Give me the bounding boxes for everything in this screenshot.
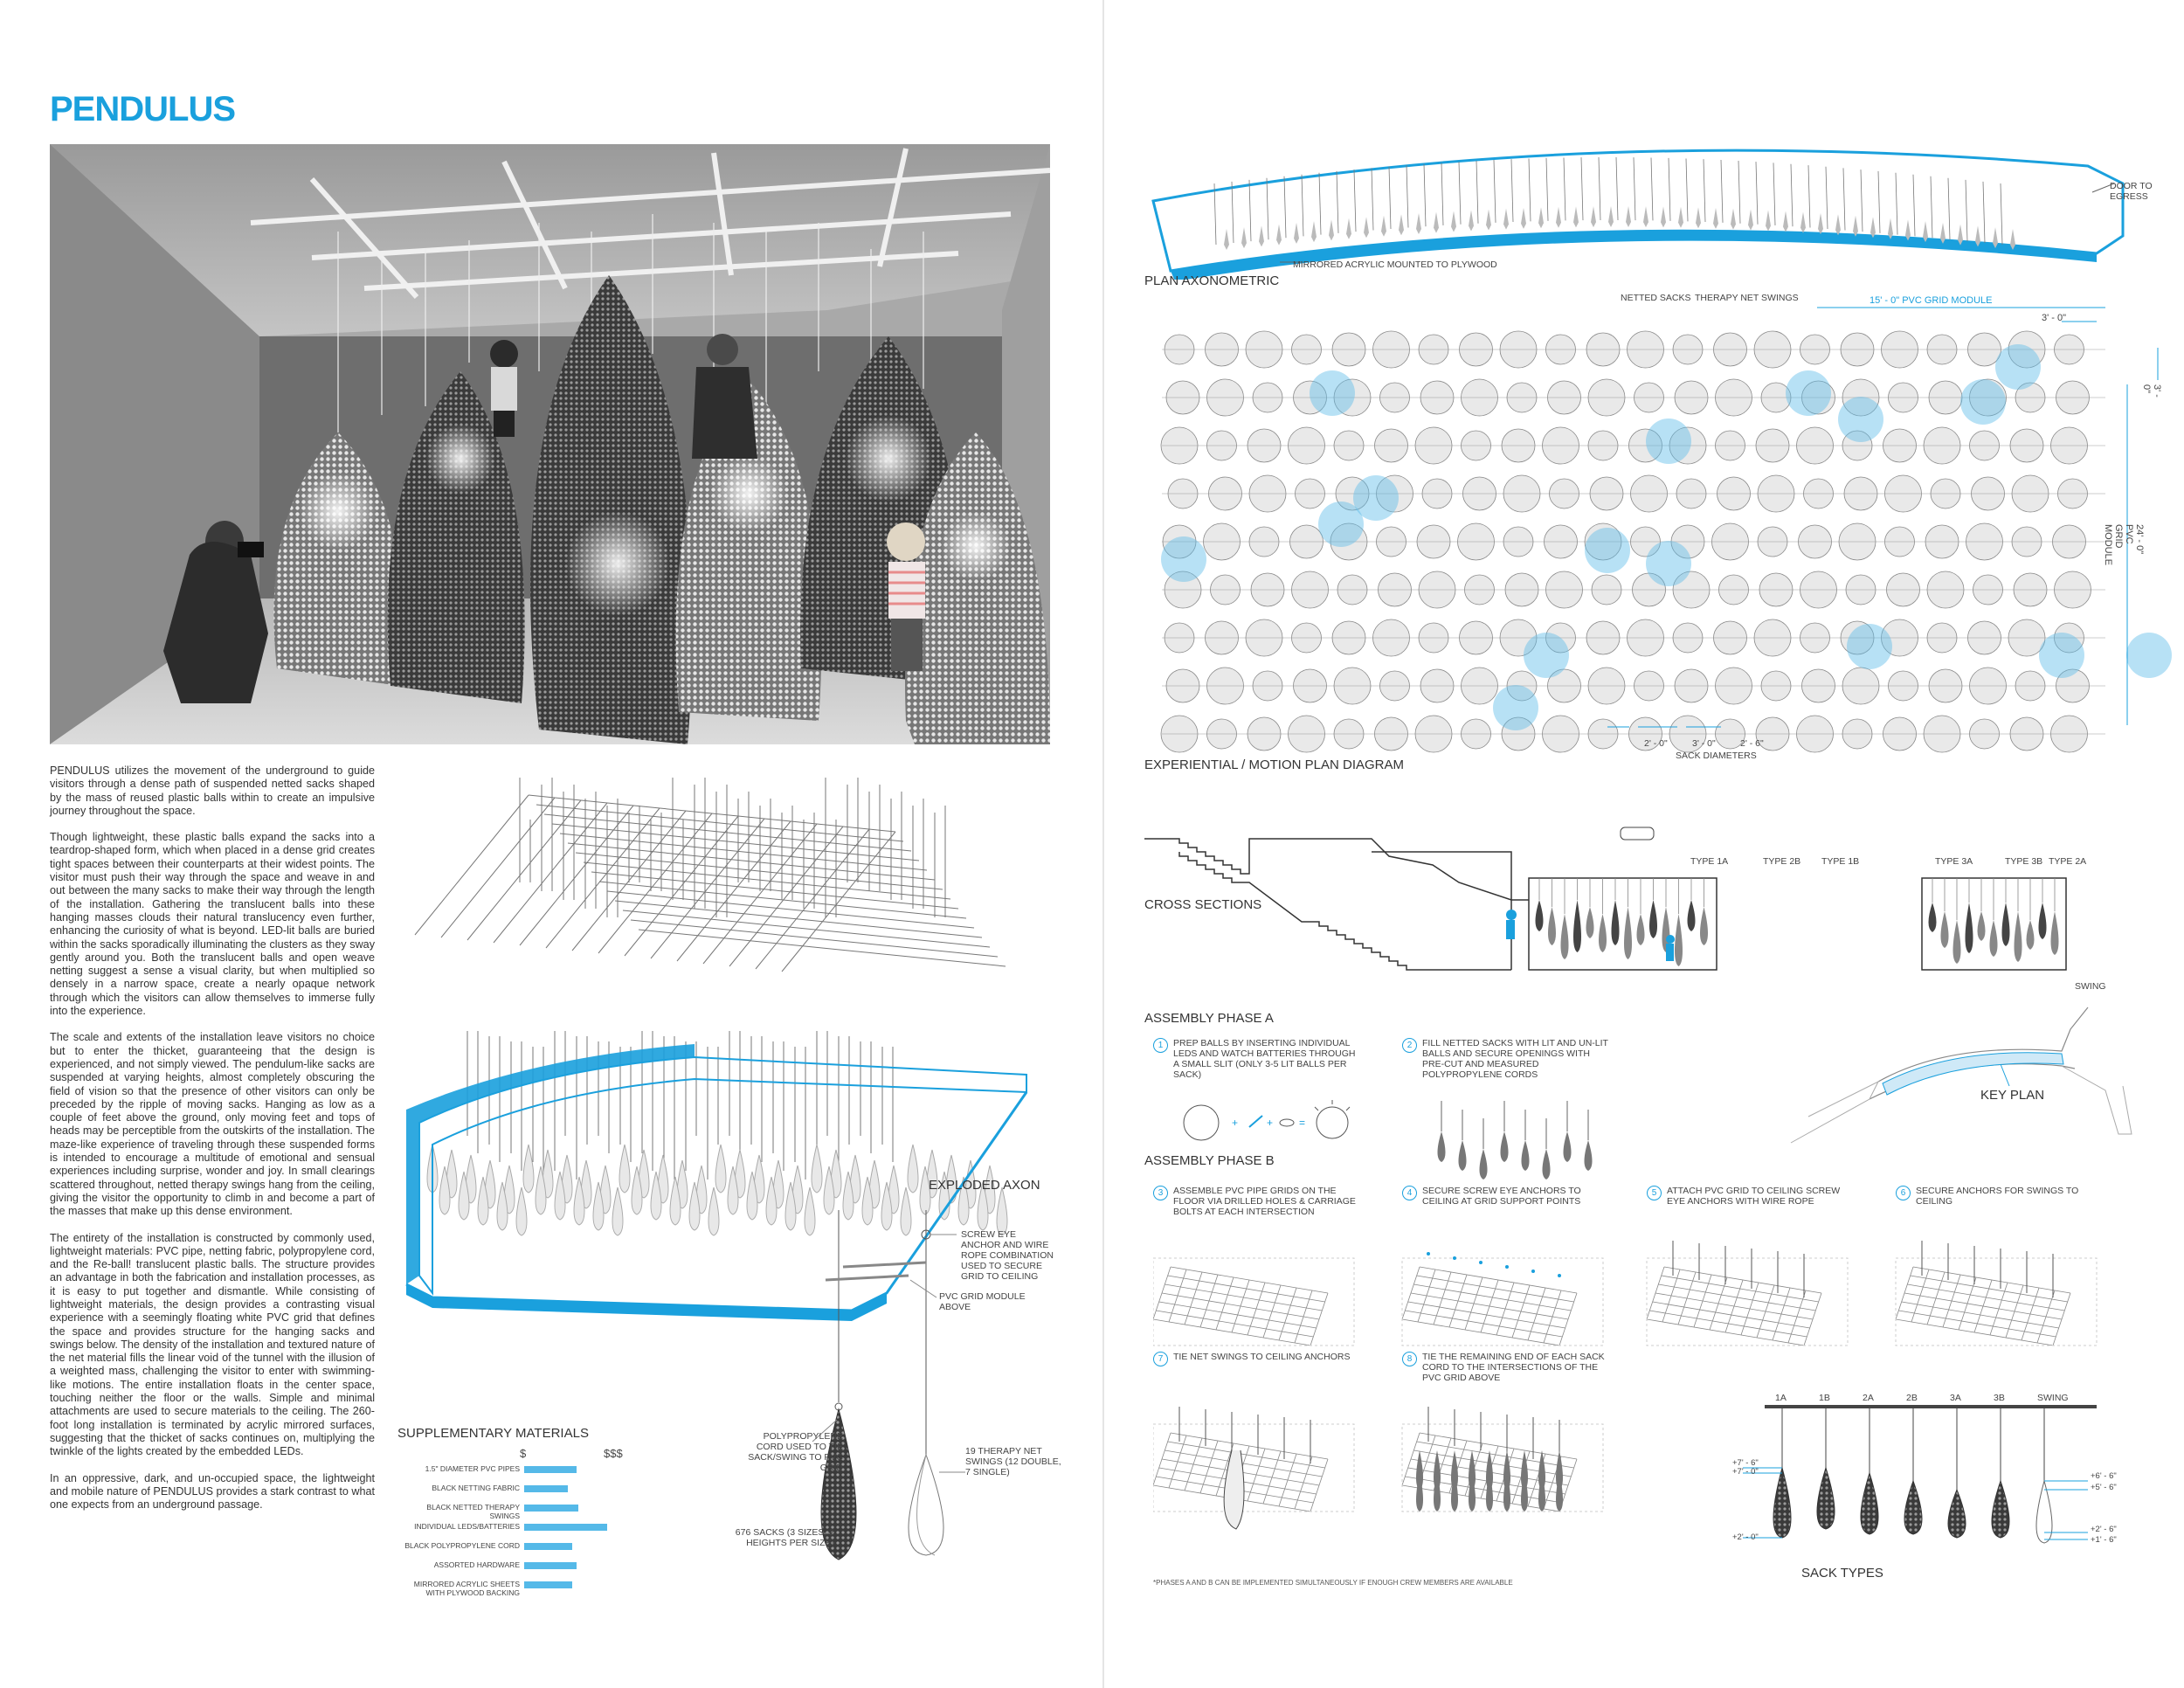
sack-type-shape xyxy=(1992,1481,2009,1538)
axo-sack xyxy=(1573,206,1579,227)
axo-grid-line xyxy=(1599,157,1600,220)
grid-line xyxy=(639,930,1006,966)
axo-sack xyxy=(1800,212,1806,233)
axo-sack xyxy=(1364,217,1369,238)
visitor-path-highlight xyxy=(1646,419,1691,464)
step-5: 5 ATTACH PVC GRID TO CEILING SCREW EYE ANCHORS WITH WIRE ROPE xyxy=(1647,1186,1856,1207)
anchor-point xyxy=(1558,1274,1561,1277)
spacing-dim: 3' - 0" xyxy=(2042,313,2067,323)
visitor-path-highlight xyxy=(1585,528,1630,573)
assembly-grid xyxy=(1402,1252,1603,1346)
visitor-child xyxy=(490,340,518,437)
section-sack xyxy=(1612,900,1620,945)
sack-types-drawing xyxy=(1730,1380,2105,1555)
axo-sack xyxy=(1451,211,1456,232)
axo-grid-line xyxy=(1616,157,1618,220)
axo-grid-line xyxy=(2001,183,2002,245)
material-cost-bar xyxy=(524,1581,572,1588)
sack xyxy=(612,1187,623,1235)
netted-sacks-label: NETTED SACKS xyxy=(1621,293,1691,303)
anchor-point xyxy=(1453,1256,1456,1260)
visitor-path-highlight xyxy=(1646,541,1691,586)
pvc-grid-note: PVC GRID MODULE ABOVE xyxy=(939,1291,1026,1312)
section-sack xyxy=(1624,907,1632,959)
axo-grid-line xyxy=(1669,158,1670,221)
axo-sack xyxy=(1538,207,1544,228)
axo-grid-line xyxy=(1337,171,1338,233)
axo-grid-line xyxy=(1966,180,1967,241)
axo-grid-line xyxy=(1302,175,1303,237)
rendering-image xyxy=(50,144,1050,744)
axo-grid-line xyxy=(1319,173,1321,235)
axo-sack xyxy=(1608,206,1614,227)
module-width-dim: 15' - 0" PVC GRID MODULE xyxy=(1870,295,1993,306)
key-plan-drawing xyxy=(1773,1003,2149,1152)
grid-line xyxy=(615,901,982,937)
assembly-a-title: ASSEMBLY PHASE A xyxy=(1144,1011,1274,1026)
axo-grid-line xyxy=(1878,171,1880,233)
step2-sack xyxy=(1543,1149,1551,1180)
cross-sections-drawing xyxy=(1144,817,2175,979)
material-cost-bar xyxy=(524,1543,572,1550)
step2-sack xyxy=(1501,1131,1509,1162)
visitor-path-highlight xyxy=(1847,624,1892,669)
material-label: INDIVIDUAL LEDS/BATTERIES xyxy=(414,1522,520,1531)
sack xyxy=(715,1145,726,1193)
axo-grid-line xyxy=(1284,176,1286,239)
mirror-label: MIRRORED ACRYLIC MOUNTED TO PLYWOOD xyxy=(1293,259,1497,270)
svg-text:=: = xyxy=(1299,1117,1306,1129)
svg-text:+: + xyxy=(1232,1117,1239,1129)
axo-sack xyxy=(1259,225,1264,246)
axo-grid-line xyxy=(1896,173,1897,235)
paragraph: In an oppressive, dark, and un-occupied space, the lightweight and mobile nature of PENDULUS provides a stark contrast to what one expects from an underground passage. xyxy=(50,1471,375,1512)
cord-note: POLYPROPYLENE CORD USED TO TIE SACK/SWING TO PVC GRID xyxy=(748,1431,843,1473)
visitor-path-highlight xyxy=(2126,633,2172,678)
step-3: 3 ASSEMBLE PVC PIPE GRIDS ON THE FLOOR VIA DRILLED HOLES & CARRIAGE BOLTS AT EACH INTERSECTION xyxy=(1153,1186,1363,1217)
axo-grid-line xyxy=(1476,161,1478,224)
dim-2-0: 2' - 0" xyxy=(1644,738,1668,749)
axo-grid-line xyxy=(1738,161,1740,224)
section-sack xyxy=(2015,911,2022,962)
axo-sack xyxy=(1381,216,1386,237)
module-height-dim: 24' - 0" PVC GRID MODULE xyxy=(2103,524,2145,566)
section-sack xyxy=(1649,900,1657,938)
axo-grid-line xyxy=(1494,160,1496,223)
supplementary-materials-chart xyxy=(397,1426,660,1636)
step-1: 1 PREP BALLS BY INSERTING INDIVIDUAL LEDS AND WATCH BATTERIES THROUGH A SMALL SLIT (ONLY 3-5 LIT BALLS PER SACK) xyxy=(1153,1038,1363,1080)
dim-left-3: +2' - 0" xyxy=(1732,1532,1759,1542)
door-label: DOOR TO EGRESS xyxy=(2110,181,2153,202)
axo-grid-line xyxy=(1948,178,1950,239)
anchor-point xyxy=(1531,1269,1535,1273)
axo-sack xyxy=(1696,207,1701,228)
sack-type-shape xyxy=(1861,1473,1878,1534)
sack-type-shape xyxy=(1817,1468,1835,1529)
plan-axonometric-drawing xyxy=(1144,131,2149,280)
axo-grid-line xyxy=(1651,157,1653,220)
section-sack xyxy=(2027,920,2035,950)
step-2: 2 FILL NETTED SACKS WITH LIT AND UN-LIT BALLS AND SECURE OPENINGS WITH PRE-CUT AND MEASURED POLYPROPYLENE CORDS xyxy=(1402,1038,1612,1080)
axo-sack xyxy=(1556,207,1561,228)
axo-sack xyxy=(1434,212,1439,233)
axo-sack xyxy=(1643,206,1648,227)
spacing-v-dim: 3' - 0" xyxy=(2141,384,2162,398)
assembly-grid xyxy=(1153,1407,1354,1529)
dim-left-1: +7' - 6" xyxy=(1732,1458,1759,1468)
visitor-path-highlight xyxy=(1995,344,2041,390)
material-cost-bar xyxy=(524,1524,607,1531)
axo-grid-line xyxy=(1529,158,1531,221)
material-label: BLACK POLYPROPYLENE CORD xyxy=(404,1541,520,1550)
axo-grid-line xyxy=(1564,157,1565,220)
axo-sack xyxy=(1399,214,1404,235)
sack-type-label: 3B xyxy=(1994,1393,2005,1403)
material-label: 1.5" DIAMETER PVC PIPES xyxy=(425,1464,520,1473)
sack-type-shape xyxy=(1773,1468,1791,1538)
section-sack xyxy=(1700,907,1708,945)
motion-plan-drawing xyxy=(1144,288,2175,760)
axo-grid-line xyxy=(1424,164,1426,226)
dim-left-2: +7' - 0" xyxy=(1732,1467,1759,1477)
description-text xyxy=(50,764,375,1525)
axo-grid-line xyxy=(1581,157,1583,220)
section-sack xyxy=(1929,903,1937,932)
section-sack xyxy=(2039,903,2047,939)
material-cost-bar xyxy=(524,1505,578,1512)
swing-shape xyxy=(2036,1481,2052,1543)
grid-line xyxy=(576,853,943,889)
sacks-count-note: 676 SACKS (3 SIZES, 2 HEIGHTS PER SIZE) xyxy=(735,1527,834,1548)
material-cost-bar xyxy=(524,1466,577,1473)
sack-type-label: 2A xyxy=(1863,1393,1874,1403)
visitor-path-highlight xyxy=(1493,685,1538,730)
axo-grid-line xyxy=(1546,158,1548,221)
axo-grid-line xyxy=(1861,169,1863,232)
sack-type-shape xyxy=(1948,1490,1966,1538)
cost-high-label: $$$ xyxy=(604,1447,623,1460)
axo-sack xyxy=(1416,213,1421,234)
axo-sack xyxy=(1241,227,1247,248)
step2-sack xyxy=(1459,1140,1467,1171)
grid-line xyxy=(494,803,607,943)
step2-sack xyxy=(1564,1131,1572,1162)
axo-sack xyxy=(1748,209,1753,230)
exploded-axon-title: EXPLODED AXON xyxy=(929,1178,1040,1193)
assembly-grid xyxy=(1402,1407,1603,1512)
axo-grid-line xyxy=(1354,169,1356,232)
axo-grid-line xyxy=(1459,162,1461,225)
axo-grid-line xyxy=(1704,159,1705,222)
type-3b-label: TYPE 3B xyxy=(2005,856,2043,867)
axo-sack xyxy=(1591,206,1596,227)
section-sack xyxy=(1586,907,1594,938)
sack xyxy=(812,1145,822,1193)
axo-sack xyxy=(1469,210,1474,231)
sack-types-title: SACK TYPES xyxy=(1801,1566,1883,1581)
visitor-path-highlight xyxy=(1524,633,1569,678)
type-2b-label: TYPE 2B xyxy=(1763,856,1801,867)
axo-grid-line xyxy=(1372,168,1373,230)
paragraph: Though lightweight, these plastic balls expand the sacks into a teardrop-shaped form, which when placed in a dense grid creates tight spaces between their counterparts at their widest points. The visitor must push their way through the space and weave in and out between the many sacks to make their way through the length of the installation. Gathering the translucent balls into these hanging masses clouds their natural translucency even further, enhancing the curiosity of what is beyond. LED-lit balls are buried within the sacks sporadically illuminating the clusters as they sway gently around you. Both the translucent balls and open weave netting suggest a sense a visual clarity, but when multiplied so densely in a narrow space, create a nearly opaque network through which the visitors can allow themselves to immerse fully into the experience. xyxy=(50,831,375,1018)
axo-grid-line xyxy=(1214,183,1216,245)
material-label: BLACK NETTED THERAPY SWINGS xyxy=(426,1503,520,1520)
step-2-drawing xyxy=(1424,1092,1625,1180)
visitor-path-highlight xyxy=(1838,397,1883,442)
visitor-path-highlight xyxy=(2039,633,2084,678)
sack xyxy=(523,1145,534,1193)
axo-grid-line xyxy=(1791,164,1793,226)
assembly-b-title: ASSEMBLY PHASE B xyxy=(1144,1153,1275,1168)
dim-right-1: +6' - 6" xyxy=(2091,1471,2117,1481)
step-1-drawing xyxy=(1175,1097,1358,1149)
step2-sack xyxy=(1585,1140,1593,1171)
visitor-path-highlight xyxy=(1960,379,2006,425)
grid-line xyxy=(591,872,958,909)
step2-sack xyxy=(1522,1140,1530,1171)
axo-sack xyxy=(1276,225,1282,246)
tunnel-rendering xyxy=(50,144,1050,744)
axo-sack xyxy=(1346,218,1351,239)
section-sack xyxy=(1548,907,1556,945)
motion-plan-title: EXPERIENTIAL / MOTION PLAN DIAGRAM xyxy=(1144,758,1404,772)
axo-sack xyxy=(1818,213,1823,234)
axo-sack xyxy=(1713,208,1718,229)
sack-type-shape xyxy=(1904,1481,1922,1534)
svg-text:+: + xyxy=(1267,1117,1274,1129)
visitor-girl xyxy=(887,522,925,671)
section-sack xyxy=(2002,903,2010,946)
sack-type-label: SWING xyxy=(2037,1393,2069,1403)
grid-line xyxy=(631,920,998,957)
axo-sack xyxy=(1731,209,1736,230)
section-sack xyxy=(1536,900,1544,931)
section-sack xyxy=(1637,914,1645,945)
swings-note: 19 THERAPY NET SWINGS (12 DOUBLE, 7 SINGLE) xyxy=(965,1446,1061,1477)
axo-sack xyxy=(1766,210,1771,231)
step2-sack xyxy=(1438,1131,1446,1162)
sack xyxy=(619,1145,630,1193)
material-label: ASSORTED HARDWARE xyxy=(433,1560,520,1569)
sack-type-label: 1B xyxy=(1819,1393,1830,1403)
section-sack xyxy=(1966,903,1973,953)
step-8: 8 TIE THE REMAINING END OF EACH SACK CORD TO THE INTERSECTIONS OF THE PVC GRID ABOVE xyxy=(1402,1352,1612,1383)
material-cost-bar xyxy=(524,1562,577,1569)
key-plan-title: KEY PLAN xyxy=(1980,1088,2045,1103)
type-1a-label: TYPE 1A xyxy=(1690,856,1729,867)
section-sack xyxy=(1978,911,1986,941)
axo-grid-line xyxy=(1686,158,1688,221)
axo-sack xyxy=(1678,207,1683,228)
axo-grid-line xyxy=(1826,167,1828,229)
axo-grid-line xyxy=(1913,175,1915,237)
axo-sack xyxy=(1224,229,1229,250)
screw-eye-note: SCREW EYE ANCHOR AND WIRE ROPE COMBINATION USED TO SECURE GRID TO CEILING xyxy=(961,1229,1054,1282)
axo-grid-line xyxy=(1389,167,1391,229)
axo-sack xyxy=(1783,211,1788,232)
axo-grid-line xyxy=(1721,160,1723,223)
cost-low-label: $ xyxy=(520,1447,527,1460)
section-sack xyxy=(1941,911,1949,948)
visitor-path-highlight xyxy=(1310,370,1355,416)
grid-line xyxy=(536,805,903,841)
section-sack xyxy=(1573,900,1581,952)
visitor-path-highlight xyxy=(1318,502,1364,547)
paragraph: The entirety of the installation is constructed by commonly used, lightweight materials: PVC pipe, netting fabric, polypropylene cord, and the Re-ball! translucent plastic balls. The structure provides an advantage in both the fabrication and installation processes, as it is easy to put together and dismantle. While consisting of lightweight materials, the design provides a contrasting visual experience with a seemingly floating white PVC grid that defines the space and provides structure for the hanging sacks and swings below. The density of the installation and textured nature of the net material fills the linear void of the tunnel with the illusion of a weighted mass, challenging the visitor to enter with swimming-like motions. The entire installation floats in the center space, touching neither the floor or the walls. Simple and minimal attachments are used to secure materials to the ceiling. The 260-foot long installation is terminated by acrylic mirrored surfaces, suggesting that the thicket of sacks continues on, multiplying the twinkle of the lights created by the embedded LEDs. xyxy=(50,1231,375,1458)
axo-grid-line xyxy=(1441,163,1443,225)
grid-line xyxy=(599,882,966,918)
dim-right-2: +5' - 6" xyxy=(2091,1483,2117,1492)
grid-line xyxy=(441,798,555,937)
axo-sack xyxy=(1311,221,1317,242)
therapy-swings-label: THERAPY NET SWINGS xyxy=(1695,293,1799,303)
step-7: 7 TIE NET SWINGS TO CEILING ANCHORS xyxy=(1153,1352,1363,1366)
anchor-point xyxy=(1505,1265,1509,1269)
visitor-path-highlight xyxy=(1786,370,1831,416)
page-title: PENDULUS xyxy=(50,90,236,128)
anchor-point xyxy=(1427,1252,1430,1256)
axo-sack xyxy=(1294,223,1299,244)
type-2a-label: TYPE 2A xyxy=(2049,856,2087,867)
section-sack xyxy=(1953,920,1961,964)
swing-label: SWING xyxy=(2075,981,2106,992)
sack-type-label: 3A xyxy=(1950,1393,1961,1403)
axo-grid-line xyxy=(1756,162,1758,225)
supplementary-title: SUPPLEMENTARY MATERIALS xyxy=(397,1426,589,1441)
axo-grid-line xyxy=(1843,168,1845,230)
axo-sack xyxy=(1626,206,1631,227)
type-3a-label: TYPE 3A xyxy=(1935,856,1973,867)
grid-line xyxy=(584,862,950,899)
anchor-point xyxy=(1479,1261,1482,1264)
axo-sack xyxy=(1503,209,1509,230)
material-label: BLACK NETTING FABRIC xyxy=(432,1484,520,1492)
sack-type-label: 1A xyxy=(1775,1393,1787,1403)
section-sack xyxy=(1561,914,1569,959)
axo-grid-line xyxy=(1511,159,1513,222)
dim-right-4: +1' - 6" xyxy=(2091,1535,2117,1545)
axo-grid-line xyxy=(1931,176,1932,239)
step-4: 4 SECURE SCREW EYE ANCHORS TO CEILING AT GRID SUPPORT POINTS xyxy=(1402,1186,1612,1207)
page-divider xyxy=(1102,0,1104,1688)
axo-grid-line xyxy=(1232,182,1234,243)
dim-2-6: 2' - 6" xyxy=(1740,738,1764,749)
sack-diameters-label: SACK DIAMETERS xyxy=(1676,751,1757,761)
section-sack xyxy=(1599,914,1607,952)
axo-grid-line xyxy=(1983,182,1985,243)
cross-sections-title: CROSS SECTIONS xyxy=(1144,897,1262,912)
axo-sack xyxy=(1329,219,1334,240)
assembly-grid xyxy=(1647,1241,1848,1346)
section-sack xyxy=(1675,914,1683,966)
axo-sack xyxy=(1521,208,1526,229)
section-sack xyxy=(2051,911,2059,955)
sack xyxy=(708,1187,719,1235)
axo-grid-line xyxy=(1773,163,1775,225)
step-6: 6 SECURE ANCHORS FOR SWINGS TO CEILING xyxy=(1896,1186,2105,1207)
visitor-path-highlight xyxy=(1161,536,1206,582)
sack xyxy=(516,1187,527,1235)
paragraph: PENDULUS utilizes the movement of the underground to guide visitors through a dense path of suspended netted sacks shaped by the mass of reused plastic balls within to create an impulsive journey throughout the space. xyxy=(50,764,375,817)
axo-sack xyxy=(1853,216,1858,237)
axo-grid-line xyxy=(1406,165,1408,227)
assembly-grid xyxy=(1153,1258,1354,1346)
phases-footnote: *PHASES A AND B CAN BE IMPLEMENTED SIMULTANEOUSLY IF ENOUGH CREW MEMBERS ARE AVAILABLE xyxy=(1153,1579,1513,1587)
axo-sack xyxy=(1835,214,1841,235)
assembly-grid xyxy=(1896,1241,2097,1346)
dim-3-0: 3' - 0" xyxy=(1692,738,1716,749)
sack xyxy=(908,1145,918,1193)
axo-grid-line xyxy=(1267,178,1268,239)
section-sack xyxy=(1990,920,1998,957)
section-sack xyxy=(1688,900,1696,931)
type-1b-label: TYPE 1B xyxy=(1821,856,1860,867)
sack-type-label: 2B xyxy=(1906,1393,1918,1403)
dim-right-3: +2' - 6" xyxy=(2091,1525,2117,1534)
grid-line xyxy=(415,795,529,935)
axo-grid-line xyxy=(1634,157,1635,220)
step2-sack xyxy=(1480,1149,1488,1180)
axo-sack xyxy=(1661,206,1666,227)
grid-line xyxy=(560,834,927,870)
material-label: MIRRORED ACRYLIC SHEETS WITH PLYWOOD BACKING xyxy=(413,1580,520,1597)
material-cost-bar xyxy=(524,1485,568,1492)
axo-sack xyxy=(1486,209,1491,230)
axo-grid-line xyxy=(1249,180,1251,241)
plan-axo-title: PLAN AXONOMETRIC xyxy=(1144,273,1280,288)
axo-grid-line xyxy=(1808,165,1810,227)
paragraph: The scale and extents of the installation leave visitors no choice but to enter the thicket, guaranteeing that the design is experienced, and not simply viewed. The pendulum-like sacks are suspended at varying heights, almost completely obscuring the field of vision so that the presence of other visitors can only be preceded by the ripple of moving sacks. Hanging as low as a couple of feet above the ground, only moving feet and tops of heads may be perceptible from the outskirts of the installation. The maze-like experience of traveling through these suspended forms is intended to encourage a multitude of emotional and sensual experiences including surprise, wonder and joy. In small clearings scattered throughout, netted therapy swings hang from the ceiling, giving the visitor the opportunity to climb in and become a part of the masses that make up this dense environment. xyxy=(50,1031,375,1218)
